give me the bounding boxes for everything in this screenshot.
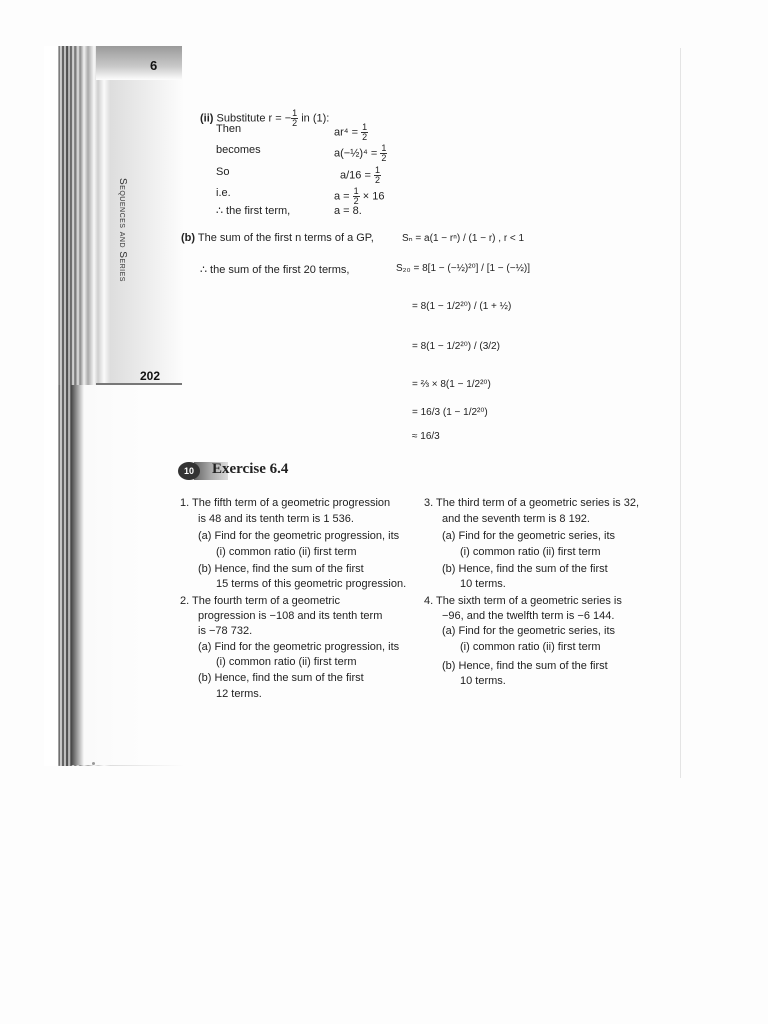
exercise-line: progression is −108 and its tenth term bbox=[198, 610, 383, 622]
exercise-line: and the seventh term is 8 192. bbox=[442, 513, 590, 525]
exercise-line: 10 terms. bbox=[460, 578, 506, 590]
part-ii-row-expression: a/16 = $\frac{1}{2}$ bbox=[340, 165, 380, 185]
part-ii-row-label: Then bbox=[216, 123, 242, 135]
sum-step: ≈ 16/3 bbox=[412, 431, 440, 442]
exercise-line: (i) common ratio (ii) first term bbox=[460, 641, 601, 653]
exercise-line: is −78 732. bbox=[198, 625, 253, 637]
exercise-line: 15 terms of this geometric progression. bbox=[216, 578, 407, 590]
exercise-line: −96, and the twelfth term is −6 144. bbox=[442, 610, 615, 622]
exercise-line: (a) Find for the geometric progression, its bbox=[198, 530, 400, 542]
fraction: $\frac{1}{2}$ bbox=[362, 122, 368, 142]
sum-step: = 8(1 − 1/2²⁰) / (1 + ½) bbox=[412, 301, 512, 312]
exercise-line: 1. The fifth term of a geometric progression bbox=[180, 497, 391, 509]
exercise-line: (a) Find for the geometric series, its bbox=[442, 625, 616, 637]
intro-fraction: $\frac{1}{2}$ bbox=[292, 108, 298, 128]
exercise-line: (b) Hence, find the sum of the first bbox=[442, 660, 608, 672]
exercise-line: (b) Hence, find the sum of the first bbox=[442, 563, 608, 575]
part-ii-row-label: i.e. bbox=[216, 187, 231, 199]
vertical-chapter-title: Sequences and Series bbox=[117, 178, 128, 282]
exercise-line: (a) Find for the geometric series, its bbox=[442, 530, 616, 542]
part-ii-row-expression: a = $\frac{1}{2}$ × 16 bbox=[334, 186, 385, 206]
fraction: $\frac{1}{2}$ bbox=[381, 143, 387, 163]
scan-speck bbox=[92, 762, 95, 765]
chapter-tab bbox=[96, 46, 182, 80]
part-ii-row-label: ∴ the first term, bbox=[216, 205, 291, 217]
sum-step: = 8(1 − 1/2²⁰) / (3/2) bbox=[412, 341, 500, 352]
exercise-badge: 10 bbox=[178, 462, 200, 480]
exercise-line: (i) common ratio (ii) first term bbox=[216, 656, 357, 668]
book-spine-lower bbox=[44, 385, 184, 765]
part-ii-row-expression: ar⁴ = $\frac{1}{2}$ bbox=[334, 122, 368, 142]
part-b-line2: ∴ the sum of the first 20 terms, bbox=[200, 264, 350, 276]
sum-step: S₂₀ = 8[1 − (−½)²⁰] / [1 − (−½)] bbox=[396, 263, 531, 274]
part-ii-label: (ii) bbox=[200, 112, 214, 125]
exercise-line: 4. The sixth term of a geometric series is bbox=[424, 595, 622, 607]
exercise-line: (a) Find for the geometric progression, its bbox=[198, 641, 400, 653]
sum-step: = 16/3 (1 − 1/2²⁰) bbox=[412, 407, 488, 418]
exercise-line: (i) common ratio (ii) first term bbox=[216, 546, 357, 558]
exercise-line: (i) common ratio (ii) first term bbox=[460, 546, 601, 558]
exercise-line: 12 terms. bbox=[216, 688, 262, 700]
exercise-line: is 48 and its tenth term is 1 536. bbox=[198, 513, 354, 525]
exercise-heading bbox=[178, 458, 298, 486]
part-ii-intro-end: in (1): bbox=[301, 112, 330, 125]
page-edge-line bbox=[680, 48, 681, 778]
page-number: 202 bbox=[140, 369, 161, 383]
exercise-line: 2. The fourth term of a geometric bbox=[180, 595, 340, 607]
chapter-number: 6 bbox=[150, 58, 158, 73]
exercise-line: (b) Hence, find the sum of the first bbox=[198, 672, 364, 684]
part-b-line1: (b) The sum of the first n terms of a GP, bbox=[181, 232, 374, 244]
exercise-line: (b) Hence, find the sum of the first bbox=[198, 563, 364, 575]
sum-step: = ⅔ × 8(1 − 1/2²⁰) bbox=[412, 379, 491, 390]
part-ii-row-label: So bbox=[216, 166, 230, 178]
exercise-title: Exercise 6.4 bbox=[212, 461, 289, 477]
page-number-rule bbox=[96, 383, 182, 385]
fraction: $\frac{1}{2}$ bbox=[353, 186, 359, 206]
exercise-line: 3. The third term of a geometric series is 32, bbox=[424, 497, 639, 509]
part-ii-row-label: becomes bbox=[216, 144, 261, 156]
part-ii-intro-text: Substitute r = − bbox=[216, 112, 292, 125]
fraction: $\frac{1}{2}$ bbox=[374, 165, 380, 185]
part-ii-row-expression: a = 8. bbox=[334, 205, 362, 217]
gp-sum-formula: Sₙ = a(1 − rⁿ) / (1 − r) , r < 1 bbox=[402, 233, 525, 244]
part-ii-row-expression: a(−½)⁴ = $\frac{1}{2}$ bbox=[334, 143, 387, 163]
exercise-line: 10 terms. bbox=[460, 675, 506, 687]
